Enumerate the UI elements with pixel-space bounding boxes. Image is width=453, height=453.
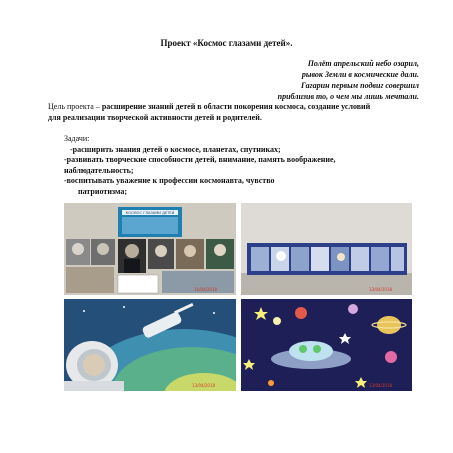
photo-cosmonaut-drawing [64, 299, 236, 391]
task-item: -расширить знания детей о космосе, планетах, спутниках; [70, 144, 281, 154]
photo-ufo-drawing [241, 299, 412, 391]
tasks-heading: Задачи: [64, 134, 90, 143]
goal-text: расширение знаний детей в области покорения космоса, создание условий для реализации творческой активности детей и родителей. [48, 102, 371, 122]
project-goal [48, 101, 378, 123]
tasks-section [48, 134, 378, 197]
epigraph-line: рывок Земли в космические дали. [301, 70, 419, 79]
epigraph [199, 58, 419, 102]
photo-date-stamp: 13/04/2018 [192, 383, 216, 388]
photo-date-stamp: 13/04/2018 [369, 383, 393, 388]
epigraph-line: Гагарин первым подвиг совершил [301, 81, 419, 90]
photo-date-stamp: 16/04/2018 [194, 287, 218, 292]
epigraph-line: приблизив то, о чем мы лишь мечтали. [277, 92, 419, 101]
board-sign: КОСМОС ГЛАЗАМИ ДЕТЕЙ [125, 211, 175, 215]
epigraph-line: Полёт апрельский небо озарил, [307, 59, 419, 68]
photo-info-board [64, 203, 236, 295]
photo-date-stamp: 13/04/2018 [369, 287, 393, 292]
page-title: Проект «Космос глазами детей». [160, 38, 293, 48]
goal-label: Цель проекта – [48, 102, 102, 111]
task-item: патриотизма; [78, 186, 128, 196]
task-item: -воспитывать уважение к профессии космонавта, чувство [64, 176, 275, 185]
task-item: -развивать творческие способности детей, внимание, память воображение, наблюдательность; [64, 155, 336, 175]
photo-folding-display [241, 203, 412, 295]
